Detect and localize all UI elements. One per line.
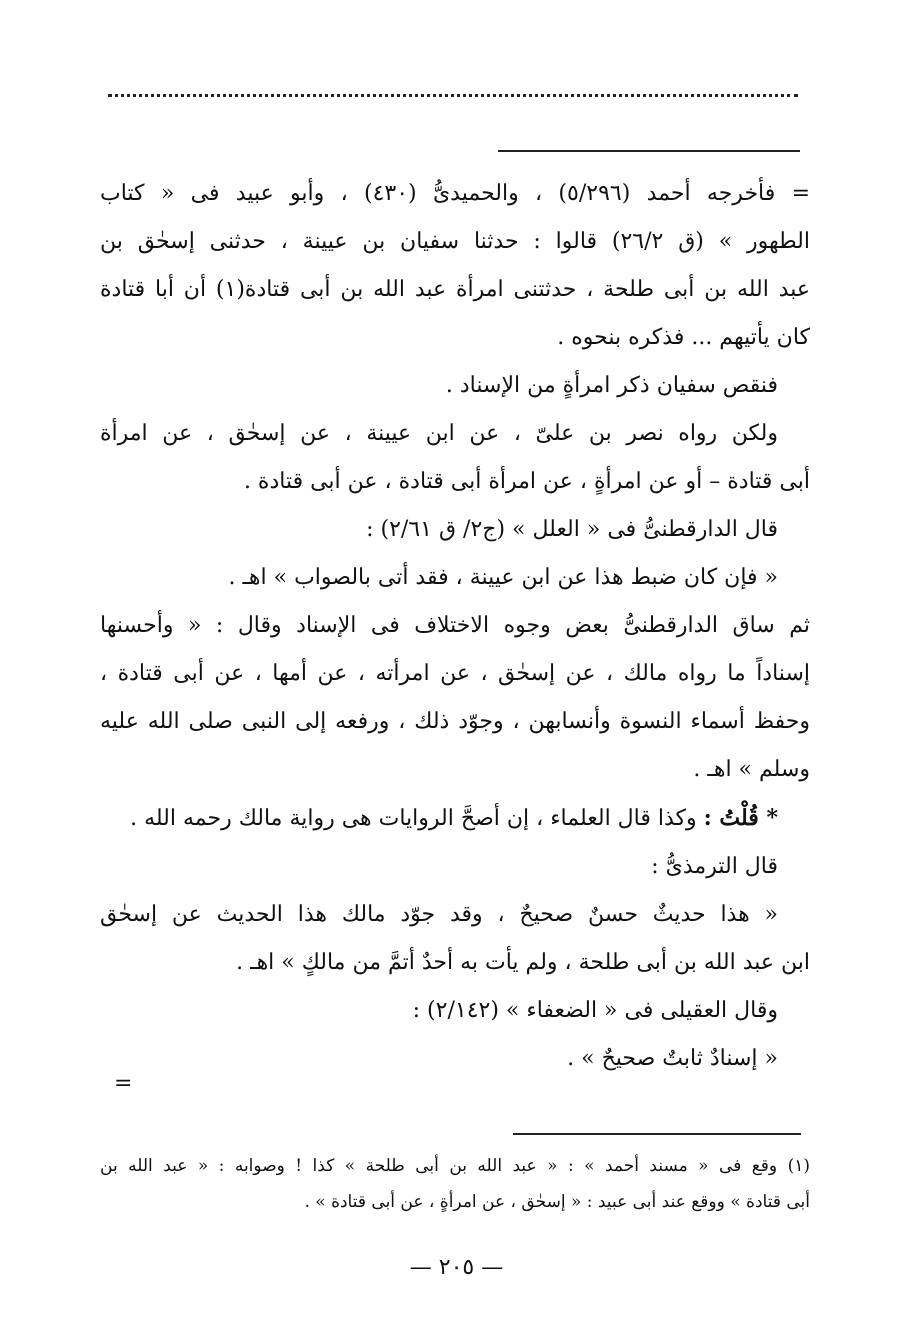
- page-number: — ٢٠٥ —: [409, 1255, 504, 1280]
- header-dotted-rule: [108, 94, 798, 97]
- text-line: وحفظ أسماء النسوة وأنسابهن ، وجوّد ذلك ، ورفعه إلى النبى صلى الله عليه: [100, 709, 810, 734]
- text-line: ولكن رواه نصر بن علىّ ، عن ابن عيينة ، عن إسحٰق ، عن امرأة: [100, 421, 778, 446]
- text-line: فنقص سفيان ذكر امرأةٍ من الإسناد .: [445, 373, 778, 398]
- text-line: ثم ساق الدارقطنىُّ بعض وجوه الاختلاف فى الإسناد وقال : « وأحسنها: [100, 613, 810, 638]
- text-line: ابن عبد الله بن أبى طلحة ، ولم يأت به أحدٌ أتمَّ من مالكٍ » اهـ .: [236, 950, 810, 975]
- text-line: عبد الله بن أبى طلحة ، حدثتنى امرأة عبد الله بن أبى قتادة(١) أن أبا قتادة: [100, 277, 810, 302]
- text-line: الطهور » (ق ٢٦/٢) قالوا : حدثنا سفيان بن عيينة ، حدثنى إسحٰق بن: [100, 229, 810, 254]
- continuation-mark: =: [114, 1071, 133, 1096]
- text-line: [100, 794, 810, 843]
- text-line: « هذا حديثٌ حسنٌ صحيحٌ ، وقد جوّد مالك هذا الحديث عن إسحٰق: [100, 902, 778, 927]
- footnote-line: أبى قتادة » ووقع عند أبى عبيد : « إسحٰق ، عن امرأةٍ ، عن أبى قتادة » .: [304, 1192, 810, 1212]
- qult-text: وكذا قال العلماء ، إن أصحَّ الروايات هى رواية مالك رحمه الله .: [130, 806, 697, 831]
- main-text: [100, 170, 810, 1083]
- footnote-line: (١) وقع فى « مسند أحمد » : « عبد الله بن أبى طلحة » كذا ! وصوابه : « عبد الله بن: [100, 1156, 810, 1176]
- text-line: أبى قتادة – أو عن امرأةٍ ، عن امرأة أبى قتادة ، عن أبى قتادة .: [243, 469, 810, 494]
- continuation-rule: [498, 150, 800, 152]
- text-line: وسلم » اهـ .: [693, 757, 810, 782]
- text-line: وقال العقيلى فى « الضعفاء » (٢/١٤٢) :: [412, 998, 778, 1023]
- text-line: « فإن كان ضبط هذا عن ابن عيينة ، فقد أتى بالصواب » اهـ .: [228, 565, 778, 590]
- qult-label: * قُلْتُ :: [703, 805, 778, 831]
- text-line: إسناداً ما رواه مالك ، عن إسحٰق ، عن امرأته ، عن أمها ، عن أبى قتادة ،: [100, 661, 810, 686]
- text-line: = فأخرجه أحمد (٥/٢٩٦) ، والحميدىُّ (٤٣٠) ، وأبو عبيد فى « كتاب: [100, 181, 810, 206]
- text-line: قال الدارقطنىُّ فى « العلل » (ج٢/ ق ٢/٦١) :: [366, 517, 778, 542]
- footnotes: [100, 1148, 810, 1220]
- text-line: « إسنادٌ ثابتٌ صحيحٌ » .: [567, 1046, 778, 1071]
- footnote-rule: [513, 1133, 801, 1135]
- text-line: قال الترمذىُّ :: [651, 854, 778, 879]
- text-line: كان يأتيهم ... فذكره بنحوه .: [557, 325, 810, 350]
